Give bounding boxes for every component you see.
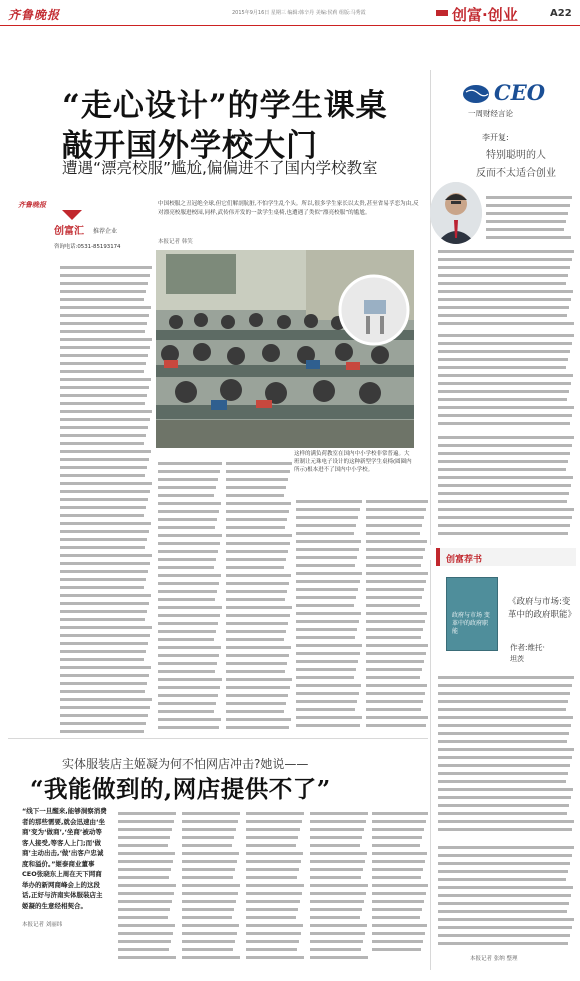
- photo-caption: 这样的满负荷教室在国内中小学校非常普遍。大班制让元珠电子设计的这种新型学生桌椅(圆圈内所示)根本进不了国内中小学校。: [294, 451, 412, 473]
- body-text-lines: [182, 812, 240, 962]
- column-divider: [430, 70, 431, 545]
- subheadline: 遭遇“漂亮校服”尴尬,偏偏进不了国内学校教室: [62, 159, 378, 177]
- book-author-name: 坦茨: [510, 655, 524, 663]
- body-text-lines: [486, 196, 572, 240]
- story2-byline: 本报记者 刘丽纬: [22, 922, 63, 928]
- ceo-logo: CEO: [494, 80, 546, 105]
- body-text-lines: [366, 500, 428, 732]
- body-text-lines: [60, 266, 152, 736]
- classroom-photo: [156, 250, 414, 448]
- body-text-lines: [438, 334, 574, 426]
- book-title: 《政府与市场:变革中的政府职能》: [508, 597, 577, 620]
- body-text-lines: [372, 812, 428, 952]
- body-text-lines: [246, 812, 304, 962]
- ceo-subtitle: 一周财经言论: [468, 109, 513, 118]
- body-text-lines: [226, 462, 292, 732]
- sponsor-name: 创富汇: [54, 226, 84, 237]
- story2-headline: “我能做到的,网店提供不了”: [30, 775, 331, 803]
- sponsor-phone: 咨询电话:0531-85193174: [54, 244, 121, 250]
- quote-speaker: 李开复:: [482, 133, 509, 142]
- body-text-lines: [158, 462, 222, 732]
- body-text-lines: [310, 812, 368, 962]
- sponsor-brand: 齐鲁晚报: [18, 201, 46, 209]
- story-byline: 本报记者 韩笑: [158, 239, 193, 245]
- headline-line-1: “走心设计”的学生课桌: [62, 88, 388, 124]
- column-byline: 本报记者 张纳 整理: [470, 956, 518, 962]
- story-lead: 中国校服之丑冠绝全球,但它们解剖肮脏,不怕学生乱个头。所以,很多学生家长以太贵,甚至省易孚恋为由,反对漂亮校服进校园,同样,武传伟开发的一款学生桌椅,也遭遇了类似“漂亮校服”的尴尬。: [158, 201, 419, 216]
- speaker-portrait: [430, 182, 482, 244]
- body-text-lines: [296, 500, 362, 732]
- book-author: 作者:维托·: [510, 643, 545, 652]
- headline-line-2: 敲开国外学校大门: [62, 128, 318, 164]
- story2-kicker: 实体服装店主姬凝为何不怕网店冲击?她说——: [62, 757, 309, 771]
- page-number: A22: [550, 8, 572, 19]
- body-text-lines: [438, 676, 574, 832]
- body-text-lines: [438, 436, 574, 538]
- masthead-logo: 齐鲁晚报: [8, 8, 61, 22]
- sponsor-tag: 推荐企业: [93, 228, 118, 235]
- body-text-lines: [118, 812, 176, 962]
- book-cover-title: 政府与市场 变革中的政府职能: [452, 612, 490, 635]
- globe-icon: [462, 84, 490, 104]
- quote-headline-2: 反而不太适合创业: [476, 168, 556, 179]
- sponsor-arrow-icon: [62, 210, 82, 220]
- body-text-lines: [438, 250, 574, 324]
- column-divider: [430, 560, 431, 970]
- section-title: 创富·创业: [452, 6, 518, 24]
- section-marker: [436, 10, 448, 16]
- issue-meta: 2015年9月16日 星期三 编辑:韩辛丹 美编:侯莉 组版:马秀霞: [232, 10, 366, 16]
- story-divider: [8, 738, 428, 739]
- recommend-title: 创富荐书: [446, 555, 483, 565]
- quote-headline-1: 特别聪明的人: [486, 150, 546, 161]
- body-text-lines: [438, 846, 574, 946]
- story2-pull-quote: “线下一旦醒来,能够洞察消费者的那些需要,就会迅速由‘坐商’变为‘做商’,‘坐商’被动等客人接受,等客人上门;而‘做商’主动出击,‘做’出客户忠诚度和溢价。”姬泰商业董事CEO张晓东上周在天下网商举办的新网商峰会上的这段话,正好与济南实体服装店主姬凝的生意经相契合。: [22, 807, 107, 910]
